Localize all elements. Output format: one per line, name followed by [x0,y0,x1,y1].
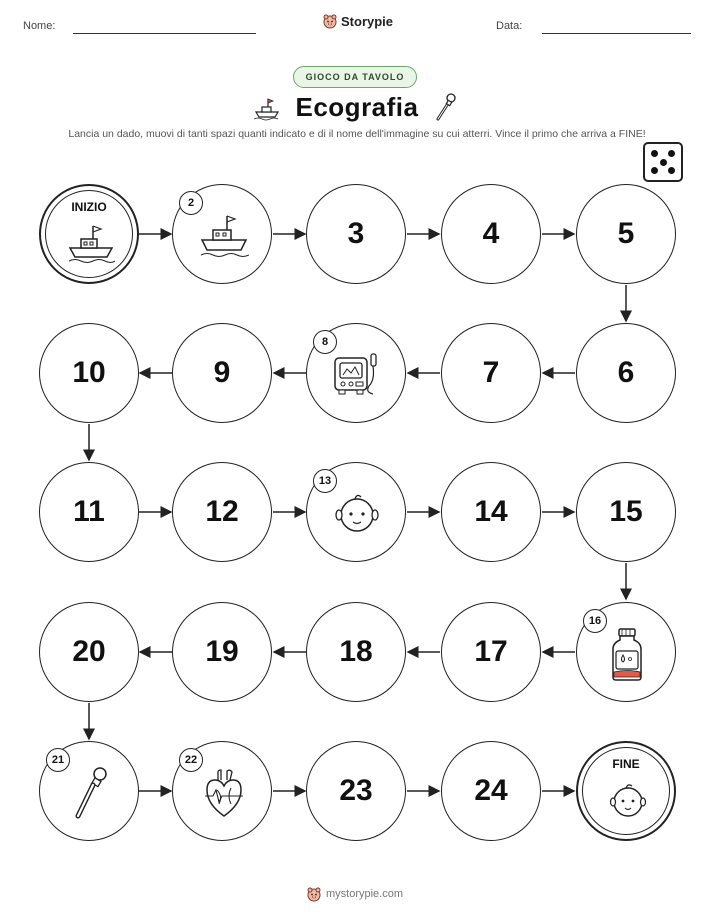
cell-number-badge: 22 [179,748,203,772]
start-label: INIZIO [71,200,107,214]
cell-15 [576,462,676,562]
cell-3 [306,184,406,284]
cell-7 [441,323,541,423]
cell-number-badge: 13 [313,469,337,493]
boat-icon [199,213,249,259]
finish-cell [576,741,676,841]
brand-name: Storypie [341,13,394,29]
cell-23 [306,741,406,841]
finish-label: FINE [612,757,640,771]
footer-url[interactable]: mystorypie.com [326,888,404,900]
cell-11 [39,462,139,562]
cell-5 [576,184,676,284]
cell-6 [576,323,676,423]
boat-icon [67,224,115,264]
cell-number: 11 [73,495,105,528]
start-cell [39,184,139,284]
heart-icon [201,768,247,820]
date-label: Data: [496,20,523,32]
cell-19 [172,602,272,702]
gel-bottle-icon [609,627,645,683]
cell-18 [306,602,406,702]
cell-number: 14 [474,495,508,528]
cell-9 [172,323,272,423]
game-type-tag: GIOCO DA TAVOLO [293,66,417,88]
cell-number: 12 [205,495,239,528]
footer [306,886,403,902]
cell-number: 19 [205,635,239,668]
ultrasound-probe-icon [70,766,110,822]
cell-number: 10 [72,356,106,389]
cell-number: 24 [474,774,508,807]
cell-number: 9 [213,356,231,389]
cell-12 [172,462,272,562]
cell-20 [39,602,139,702]
cell-number: 17 [474,635,508,668]
cell-number: 23 [339,774,373,807]
cell-10 [39,323,139,423]
cell-number: 18 [339,635,373,668]
cell-number: 4 [482,217,500,250]
page-title: Ecografia [295,92,419,122]
cell-number-badge: 16 [583,609,607,633]
baby-face-icon [608,781,648,821]
cell-number-badge: 2 [179,191,203,215]
cell-17 [441,602,541,702]
cell-number: 5 [617,217,635,250]
cell-number: 7 [482,356,500,389]
cell-number-badge: 8 [313,330,337,354]
ultrasound-machine-icon [331,350,383,400]
mascot-icon [306,886,322,902]
cell-14 [441,462,541,562]
cell-number: 6 [617,356,635,389]
instructions: Lancia un dado, muovi di tanti spazi quanti indicato e di il nome dell'immagine su cui atterri. Vince il primo che arriva a FINE! [68,128,646,140]
name-label: Nome: [23,20,56,32]
baby-face-icon [333,491,381,535]
cell-number: 3 [347,217,365,250]
cell-number-badge: 21 [46,748,70,772]
cell-4 [441,184,541,284]
cell-number: 15 [609,495,643,528]
cell-24 [441,741,541,841]
cell-number: 20 [72,635,106,668]
